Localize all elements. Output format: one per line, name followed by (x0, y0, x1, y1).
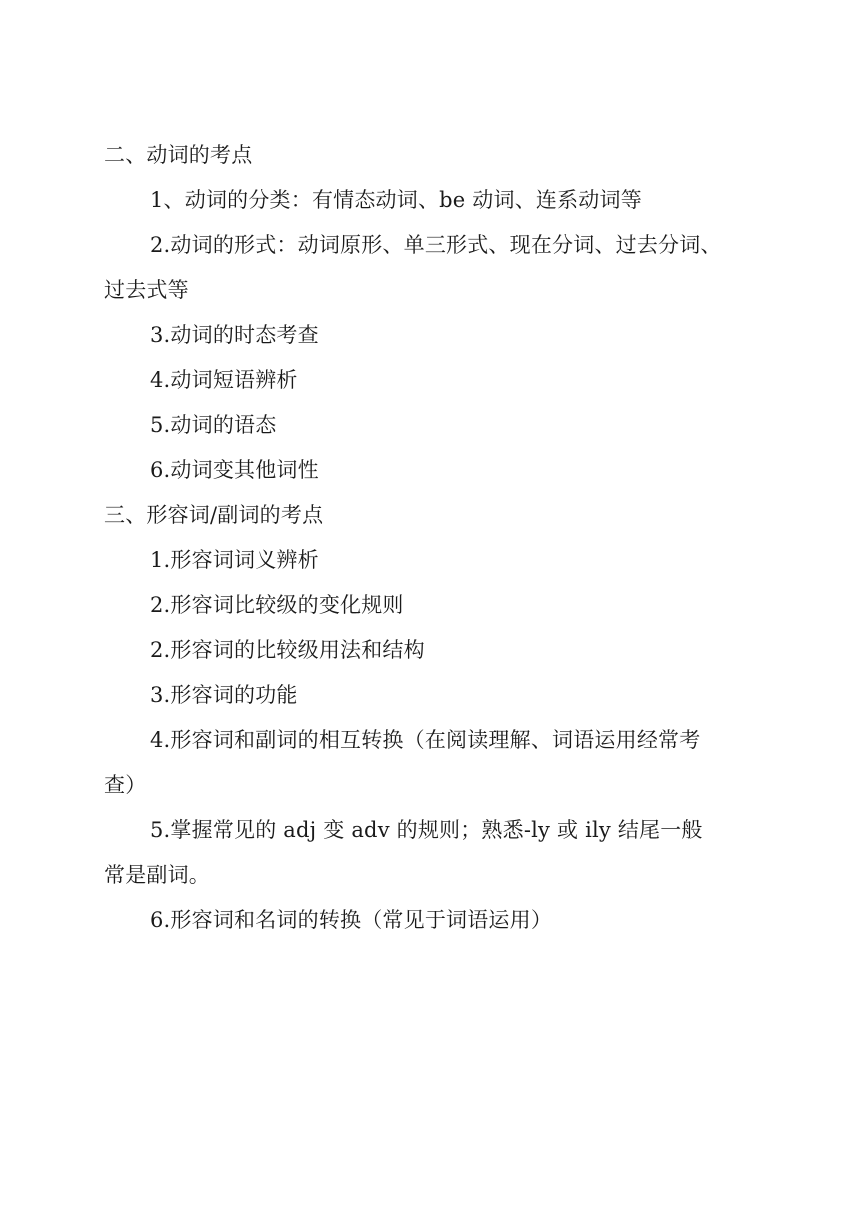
list-item: 2.形容词比较级的变化规则 (150, 593, 404, 617)
section-heading-adjectives-adverbs: 三、形容词/副词的考点 (104, 503, 324, 527)
list-item: 1、动词的分类：有情态动词、be 动词、连系动词等 (150, 188, 642, 212)
list-item: 2.形容词的比较级用法和结构 (150, 638, 425, 662)
list-item: 2.动词的形式：动词原形、单三形式、现在分词、过去分词、 (150, 233, 722, 257)
list-item-continuation: 查） (104, 773, 147, 797)
list-item: 4.动词短语辨析 (150, 368, 298, 392)
list-item: 6.形容词和名词的转换（常见于词语运用） (150, 908, 553, 932)
list-item-continuation: 常是副词。 (104, 863, 210, 887)
list-item: 5.掌握常见的 adj 变 adv 的规则；熟悉-ly 或 ily 结尾一般 (150, 818, 703, 842)
list-item: 4.形容词和副词的相互转换（在阅读理解、词语运用经常考 (150, 728, 701, 752)
document-body (104, 133, 754, 943)
list-item: 1.形容词词义辨析 (150, 548, 319, 572)
list-item: 6.动词变其他词性 (150, 458, 319, 482)
list-item: 3.形容词的功能 (150, 683, 298, 707)
list-item-continuation: 过去式等 (104, 278, 189, 302)
list-item: 5.动词的语态 (150, 413, 277, 437)
section-heading-verbs: 二、动词的考点 (104, 143, 253, 167)
list-item: 3.动词的时态考查 (150, 323, 319, 347)
